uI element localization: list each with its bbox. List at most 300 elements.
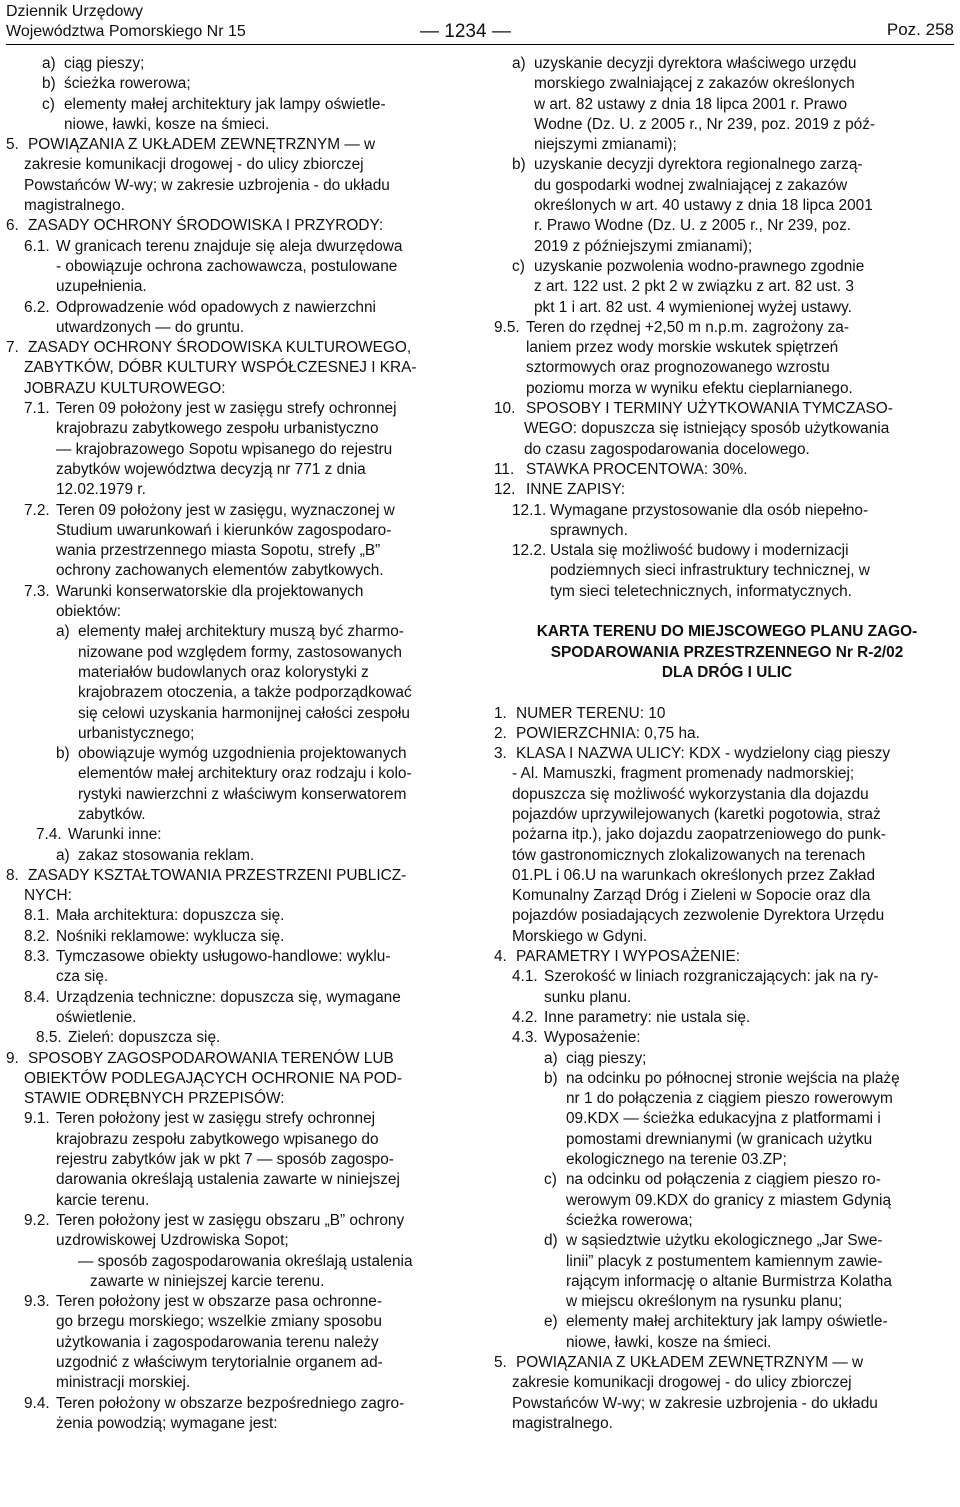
text-line (494, 1292, 960, 1312)
line-text: uzyskanie decyzji dyrektora regionalnego zarzą- (534, 156, 863, 174)
text-line (494, 318, 960, 338)
list-number: 4.2. (512, 1008, 538, 1026)
line-text: niowe, ławki, kosze na śmieci. (566, 1333, 772, 1351)
text-line (6, 663, 472, 683)
line-text: nr 1 do połączenia z ciągiem pieszo rowerowym (566, 1090, 893, 1108)
line-text: Studium uwarunkowań i kierunków zagospodaro- (56, 521, 392, 539)
text-line (6, 74, 472, 94)
line-text: podziemnych sieci infrastruktury technicznej, w (550, 562, 870, 580)
spacer (494, 602, 960, 622)
text-line (6, 54, 472, 74)
right-column (494, 54, 960, 1434)
list-number: b) (544, 1069, 558, 1087)
line-text: rejestru zabytków jak w pkt 7 — sposób zagospo- (56, 1151, 394, 1169)
text-line (494, 399, 960, 419)
line-text: NUMER TERENU: 10 (516, 704, 666, 722)
text-line (6, 967, 472, 987)
text-line (494, 1150, 960, 1170)
line-text: PARAMETRY I WYPOSAŻENIE: (516, 948, 741, 966)
line-text: do czasu zagospodarowania docelowego. (524, 440, 810, 458)
line-text: Teren do rzędnej +2,50 m n.p.m. zagrożony za- (526, 318, 849, 336)
text-line (6, 643, 472, 663)
line-text: ekologicznego na terenie 03.ZP; (566, 1151, 787, 1169)
text-line (6, 1231, 472, 1251)
line-text: pojazdów posiadających zezwolenie Dyrektora Urzędu (512, 907, 885, 925)
text-line (494, 825, 960, 845)
text-line (494, 95, 960, 115)
line-text: dopuszcza się możliwość wykorzystania dla dojazdu (512, 785, 869, 803)
text-line (494, 927, 960, 947)
line-text: Nośniki reklamowe: wyklucza się. (56, 927, 285, 945)
list-number: c) (42, 95, 55, 113)
line-text: STAWKA PROCENTOWA: 30%. (526, 460, 748, 478)
text-line (6, 1252, 472, 1272)
text-line (6, 947, 472, 967)
header-rule (6, 44, 954, 45)
list-number: 6.2. (24, 298, 50, 316)
line-text: morskiego zwalniającej z zakazów określonych (534, 75, 855, 93)
text-line (494, 1252, 960, 1272)
list-number: c) (544, 1171, 557, 1189)
list-number: 7. (6, 339, 19, 357)
line-text: ministracji morskiej. (56, 1374, 191, 1392)
text-line (6, 318, 472, 338)
text-line (494, 176, 960, 196)
text-line (494, 501, 960, 521)
line-text: ZASADY KSZTAŁTOWANIA PRZESTRZENI PUBLICZ- (28, 866, 407, 884)
text-line (494, 1373, 960, 1393)
list-number: b) (512, 156, 526, 174)
text-line (6, 1089, 472, 1109)
text-line (6, 825, 472, 845)
text-line (6, 95, 472, 115)
list-number: e) (544, 1313, 558, 1331)
line-text: urbanistycznego; (78, 724, 195, 742)
line-text: Odprowadzenie wód opadowych z nawierzchni (56, 298, 376, 316)
list-number: 8.1. (24, 907, 50, 925)
text-line (494, 582, 960, 602)
line-text: Komunalny Zarząd Dróg i Zieleni w Sopocie oraz dla (512, 887, 871, 905)
line-text: Morskiego w Gdyni. (512, 927, 648, 945)
line-text: pomostami drewnianymi (w granicach użytku (566, 1130, 873, 1148)
text-line (6, 1373, 472, 1393)
text-line (494, 379, 960, 399)
line-text: tym sieci teletechnicznych, informatycznych. (550, 582, 852, 600)
list-number: d) (544, 1232, 558, 1250)
text-line (6, 622, 472, 642)
section-title-line: KARTA TERENU DO MIEJSCOWEGO PLANU ZAGO- (536, 623, 918, 641)
position-number: Poz. 258 (886, 20, 954, 39)
text-line (494, 1333, 960, 1353)
line-text: żenia powodzią; wymagane jest: (56, 1414, 278, 1432)
line-text: Powstańców W-wy; w zakresie uzbrojenia - do układu (512, 1394, 878, 1412)
line-text: uzupełnienia. (56, 278, 147, 296)
text-line (6, 521, 472, 541)
line-text: krajobrazu zabytkowego zespołu urbanistyczno (56, 420, 379, 438)
line-text: uzyskanie decyzji dyrektora właściwego urzędu (534, 55, 857, 72)
text-line (494, 866, 960, 886)
text-line (494, 216, 960, 236)
text-line (494, 1069, 960, 1089)
text-line (494, 1394, 960, 1414)
text-line (6, 988, 472, 1008)
line-text: w art. 82 ustawy z dnia 18 lipca 2001 r. Prawo (534, 95, 848, 113)
section-title-line: DLA DRÓG I ULIC (661, 663, 793, 681)
text-line (494, 460, 960, 480)
spacer (494, 683, 960, 703)
list-number: a) (544, 1049, 558, 1067)
line-text: Teren położony jest w zasięgu strefy ochronnej (56, 1110, 376, 1128)
text-line (494, 358, 960, 378)
line-text: oświetlenie. (56, 1008, 137, 1026)
text-line (6, 1353, 472, 1373)
text-line (6, 683, 472, 703)
line-text: POWIĄZANIA Z UKŁADEM ZEWNĘTRZNYM — w (516, 1354, 864, 1371)
text-line (6, 805, 472, 825)
line-text: Teren 09 położony jest w zasięgu strefy ochronnej (56, 400, 397, 418)
text-line (494, 1312, 960, 1332)
text-line (6, 1191, 472, 1211)
line-text: Wodne (Dz. U. z 2005 r., Nr 239, poz. 2019 z póź- (534, 115, 876, 133)
text-line (6, 1312, 472, 1332)
text-line (6, 1394, 472, 1414)
list-number: 8.4. (24, 988, 50, 1006)
line-text: go brzegu morskiego; wszelkie zmiany sposobu (56, 1313, 382, 1331)
line-text: elementy małej architektury jak lampy oświetle- (566, 1313, 888, 1331)
list-number: a) (42, 55, 56, 72)
text-line (494, 764, 960, 784)
text-line (6, 155, 472, 175)
line-text: ZABYTKÓW, DÓBR KULTURY WSPÓŁCZESNEJ I KRA- (24, 359, 417, 377)
line-text: STAWIE ODRĘBNYCH PRZEPISÓW: (24, 1090, 285, 1108)
line-text: du gospodarki wodnej zwalniającej z zakazów (534, 176, 848, 194)
text-line (494, 440, 960, 460)
text-line (494, 196, 960, 216)
line-text: poziomu morza w wyniku efektu cieplarnianego. (526, 379, 853, 397)
text-line (494, 419, 960, 439)
line-text: Powstańców W-wy; w zakresie uzbrojenia - do układu (24, 176, 390, 194)
list-number: 9.3. (24, 1293, 50, 1311)
text-line (6, 785, 472, 805)
line-text: Szerokość w liniach rozgraniczających: jak na ry- (544, 968, 879, 986)
line-text: Warunki inne: (68, 826, 162, 844)
line-text: określonych w art. 40 ustawy z dnia 18 lipca 2001 (534, 197, 873, 215)
text-line (6, 1028, 472, 1048)
text-line (494, 54, 960, 74)
line-text: cza się. (56, 968, 109, 986)
text-line (6, 379, 472, 399)
line-text: elementów małej architektury oraz rodzaju i kolo- (78, 765, 412, 783)
line-text: ZASADY OCHRONY ŚRODOWISKA KULTUROWEGO, (28, 339, 412, 357)
line-text: 12.02.1979 r. (56, 481, 146, 499)
text-line (494, 724, 960, 744)
line-text: r. Prawo Wodne (Dz. U. z 2005 r., Nr 239, poz. (534, 217, 852, 235)
line-text: obiektów: (56, 603, 122, 621)
list-number: 7.1. (24, 400, 50, 418)
line-text: SPOSOBY ZAGOSPODAROWANIA TERENÓW LUB (28, 1049, 394, 1067)
line-text: ZASADY OCHRONY ŚRODOWISKA I PRZYRODY: (28, 217, 384, 235)
text-line (494, 886, 960, 906)
line-text: darowania określają ustalenia zawarte w niniejszej (56, 1171, 400, 1189)
list-number: 4.1. (512, 968, 538, 986)
text-line (6, 338, 472, 358)
line-text: sztormowych oraz prognozowanego wzrostu (526, 359, 830, 377)
line-text: 09.KDX — ścieżka edukacyjna z platformami i (566, 1110, 881, 1128)
list-number: 1. (494, 704, 507, 722)
text-line (6, 561, 472, 581)
line-text: JOBRAZU KULTUROWEGO: (24, 379, 226, 397)
text-line (6, 460, 472, 480)
line-text: - Al. Mamuszki, fragment promenady nadmorskiej; (512, 765, 855, 783)
line-text: — krajobrazowego Sopotu wpisanego do rejestru (56, 440, 393, 458)
list-number: 8. (6, 866, 19, 884)
text-line (494, 846, 960, 866)
list-number: 7.4. (36, 826, 62, 844)
text-line (6, 257, 472, 277)
line-text: ścieżka rowerowa; (566, 1211, 693, 1229)
line-text: pojazdów uprzywilejowanych (karetki pogotowia, straż (512, 805, 881, 823)
text-line (6, 1272, 472, 1292)
text-line (494, 74, 960, 94)
list-number: b) (56, 745, 70, 763)
text-line (494, 521, 960, 541)
list-number: b) (42, 75, 56, 93)
text-line (6, 927, 472, 947)
line-text: ochrony zachowanych elementów zabytkowych. (56, 562, 384, 580)
list-number: 9.1. (24, 1110, 50, 1128)
line-text: zabytków województwa decyzją nr 771 z dnia (56, 460, 366, 478)
line-text: Ustala się możliwość budowy i modernizacji (550, 542, 849, 560)
section-title-line: SPODAROWANIA PRZESTRZENNEGO Nr R-2/02 (550, 643, 904, 661)
text-line (6, 866, 472, 886)
list-number: 11. (494, 460, 515, 478)
text-line (494, 135, 960, 155)
list-number: c) (512, 257, 525, 275)
line-text: Urządzenia techniczne: dopuszcza się, wymagane (56, 988, 401, 1006)
line-text: użytkowania i zagospodarowania terenu należy (56, 1333, 379, 1351)
line-text: Wymagane przystosowanie dla osób niepełno- (550, 501, 869, 519)
text-line (494, 988, 960, 1008)
line-text: pkt 1 i art. 82 ust. 4 wymienionej wyżej ustawy. (534, 298, 852, 316)
list-number: a) (56, 846, 70, 864)
line-text: 2019 z późniejszymi zmianami); (534, 237, 753, 255)
list-number: 8.2. (24, 927, 50, 945)
line-text: - obowiązuje ochrona zachowawcza, postulowane (56, 257, 398, 275)
list-number: 6.1. (24, 237, 50, 255)
line-text: zakresie komunikacji drogowej - do ulicy zbiorczej (24, 156, 364, 174)
text-line (6, 298, 472, 318)
text-line (494, 906, 960, 926)
text-line (6, 886, 472, 906)
list-number: 12. (494, 481, 516, 499)
line-text: Warunki konserwatorskie dla projektowanych (56, 582, 364, 600)
line-text: uzyskanie pozwolenia wodno-prawnego zgodnie (534, 257, 865, 275)
text-line (494, 480, 960, 500)
line-text: niejszymi zmianami); (534, 136, 677, 154)
text-line (494, 541, 960, 561)
text-line (6, 176, 472, 196)
text-line (6, 358, 472, 378)
text-line (6, 501, 472, 521)
text-line (6, 602, 472, 622)
text-line (6, 846, 472, 866)
text-line (6, 216, 472, 236)
text-line (494, 115, 960, 135)
text-line (6, 135, 472, 155)
line-text: niowe, ławki, kosze na śmieci. (64, 115, 270, 133)
line-text: krajobrazu zespołu zabytkowego wpisanego do (56, 1130, 379, 1148)
line-text: POWIĄZANIA Z UKŁADEM ZEWNĘTRZNYM — w (28, 136, 376, 154)
text-line (494, 257, 960, 277)
text-line (494, 1272, 960, 1292)
text-line (494, 1170, 960, 1190)
text-line (494, 1089, 960, 1109)
line-text: ciąg pieszy; (566, 1049, 647, 1067)
text-line (6, 1333, 472, 1353)
line-text: nizowane pod względem formy, zastosowanych (78, 643, 402, 661)
line-text: SPOSOBY I TERMINY UŻYTKOWANIA TYMCZASO- (526, 400, 893, 418)
line-text: Inne parametry: nie ustala się. (544, 1008, 751, 1026)
text-line (494, 1414, 960, 1434)
list-number: 9.5. (494, 318, 520, 336)
list-number: 6. (6, 217, 19, 235)
line-text: 01.PL i 06.U na warunkach określonych przez Zakład (512, 866, 876, 884)
line-text: pożarna itp.), jako dojazdu zaopatrzeniowego do punk- (512, 826, 886, 844)
text-line (494, 1353, 960, 1373)
line-text: karcie terenu. (56, 1191, 150, 1209)
text-line (6, 1150, 472, 1170)
text-line (494, 1049, 960, 1069)
text-line (6, 277, 472, 297)
text-line (6, 419, 472, 439)
text-line (6, 1170, 472, 1190)
text-line (494, 805, 960, 825)
line-text: na odcinku od połączenia z ciągiem pieszo ro- (566, 1171, 881, 1189)
line-text: ciąg pieszy; (64, 55, 145, 72)
line-text: elementy małej architektury muszą być zharmo- (78, 623, 404, 641)
text-line (494, 785, 960, 805)
list-number: a) (512, 55, 526, 72)
line-text: Teren położony jest w zasięgu obszaru „B” ochrony (56, 1211, 405, 1229)
text-line (6, 196, 472, 216)
line-text: zabytków. (78, 805, 146, 823)
line-text: — sposób zagospodarowania określają ustalenia (78, 1252, 413, 1270)
text-line (494, 237, 960, 257)
journal-region: Województwa Pomorskiego Nr 15 (6, 23, 246, 40)
text-line (6, 1414, 472, 1434)
list-number: 8.3. (24, 948, 50, 966)
line-text: linii” placyk z postumentem kamiennym zawie- (566, 1252, 883, 1270)
text-line (494, 704, 960, 724)
text-line (494, 338, 960, 358)
text-line (6, 1211, 472, 1231)
line-text: zakaz stosowania reklam. (78, 846, 255, 864)
line-text: POWIERZCHNIA: 0,75 ha. (516, 724, 700, 742)
line-text: Wyposażenie: (544, 1029, 641, 1047)
line-text: w sąsiedztwie użytku ekologicznego „Jar Swe- (566, 1232, 883, 1250)
line-text: Mała architektura: dopuszcza się. (56, 907, 285, 925)
text-line (494, 561, 960, 581)
list-number: 7.2. (24, 501, 50, 519)
line-text: magistralnego. (24, 197, 125, 215)
text-line (6, 744, 472, 764)
list-number: 3. (494, 745, 507, 763)
text-line (6, 440, 472, 460)
page-header (0, 0, 960, 44)
line-text: OBIEKTÓW PODLEGAJĄCYCH OCHRONIE NA POD- (24, 1069, 402, 1087)
text-line (494, 155, 960, 175)
list-number: 7.3. (24, 582, 50, 600)
text-line (494, 1231, 960, 1251)
line-text: Tymczasowe obiekty usługowo-handlowe: wyklu- (56, 948, 391, 966)
line-text: Teren położony jest w obszarze pasa ochronne- (56, 1293, 382, 1311)
text-line (6, 1109, 472, 1129)
text-line (6, 724, 472, 744)
line-text: INNE ZAPISY: (526, 481, 626, 499)
left-column (6, 54, 472, 1434)
list-number: 9.2. (24, 1211, 50, 1229)
list-number: 4.3. (512, 1029, 538, 1047)
line-text: zawarte w niniejszej karcie terenu. (90, 1272, 325, 1290)
text-line (6, 399, 472, 419)
text-line (494, 967, 960, 987)
text-line (494, 1109, 960, 1129)
line-text: NYCH: (24, 887, 72, 905)
line-text: obowiązuje wymóg uzgodnienia projektowanych (78, 745, 407, 763)
line-text: sprawnych. (550, 521, 628, 539)
line-text: Teren położony w obszarze bezpośredniego zagro- (56, 1394, 405, 1412)
list-number: 8.5. (36, 1029, 62, 1047)
list-number: 9.4. (24, 1394, 50, 1412)
text-line (6, 1130, 472, 1150)
line-text: ścieżka rowerowa; (64, 75, 191, 93)
text-line (6, 1292, 472, 1312)
line-text: KLASA I NAZWA ULICY: KDX - wydzielony ciąg pieszy (516, 745, 891, 763)
line-text: rystyki nawierzchni z właściwym konserwatorem (78, 785, 407, 803)
list-number: 5. (494, 1354, 507, 1371)
line-text: uzdrowiskowej Uzdrowiska Sopot; (56, 1232, 289, 1250)
text-line (6, 582, 472, 602)
line-text: z art. 122 ust. 2 pkt 2 w związku z art. 82 ust. 3 (534, 278, 854, 296)
line-text: elementy małej architektury jak lampy oświetle- (64, 95, 386, 113)
line-text: W granicach terenu znajduje się aleja dwurzędowa (56, 237, 403, 255)
text-line (6, 237, 472, 257)
text-line (494, 1008, 960, 1028)
text-line (6, 764, 472, 784)
text-line (6, 1069, 472, 1089)
line-text: krajobrazem otoczenia, a także podporządkować (78, 684, 412, 702)
text-line (6, 541, 472, 561)
line-text: się celowi uzyskania harmonijnej całości zespołu (78, 704, 410, 722)
line-text: utwardzonych — do gruntu. (56, 318, 245, 336)
line-text: laniem przez wody morskie wskutek spiętrzeń (526, 339, 839, 357)
text-line (494, 1130, 960, 1150)
line-text: werowym 09.KDX do granicy z miastem Gdynią (566, 1191, 892, 1209)
line-text: zakresie komunikacji drogowej - do ulicy zbiorczej (512, 1374, 852, 1392)
list-number: 4. (494, 948, 507, 966)
text-line (494, 1191, 960, 1211)
line-text: wania przestrzennego miasta Sopotu, strefy „B” (56, 542, 381, 560)
text-line (6, 1049, 472, 1069)
list-number: 10. (494, 400, 516, 418)
journal-title: Dziennik Urzędowy (6, 3, 143, 20)
text-line (494, 744, 960, 764)
list-number: a) (56, 623, 70, 641)
text-line (494, 298, 960, 318)
text-line (6, 115, 472, 135)
text-line (6, 1008, 472, 1028)
page-number: — 1234 — (420, 21, 511, 42)
